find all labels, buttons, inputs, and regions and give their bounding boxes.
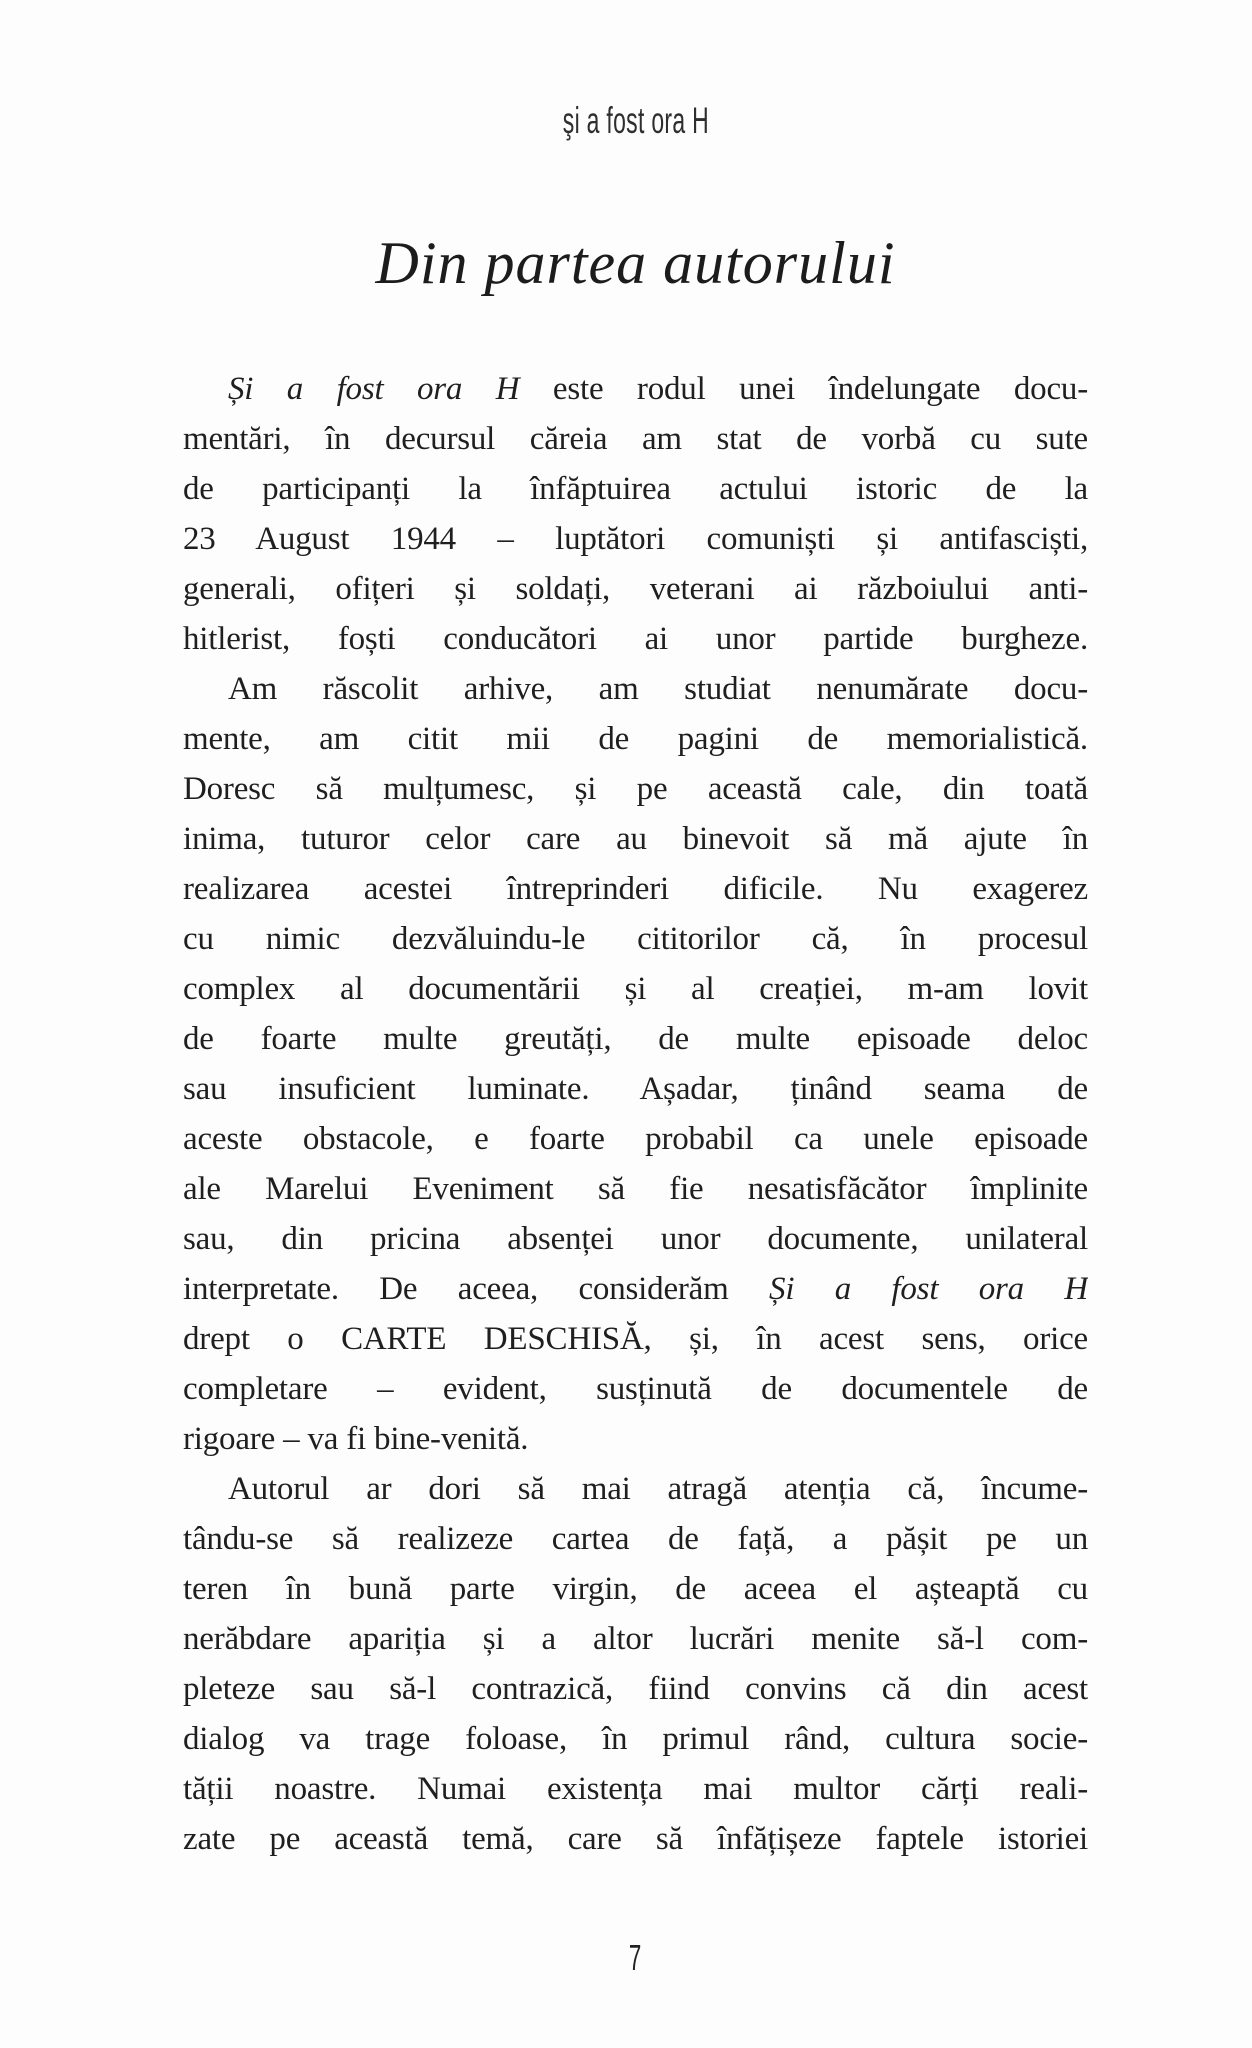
- text-line: [183, 1114, 1088, 1164]
- text-run: zate pe această temă, care să înfățișeze faptele istoriei: [183, 1821, 1088, 1857]
- text-line: [183, 514, 1088, 564]
- text-line: [183, 714, 1088, 764]
- text-run: dialog va trage foloase, în primul rând, cultura socie-: [183, 1721, 1088, 1757]
- text-run: aceste obstacole, e foarte probabil ca unele episoade: [183, 1121, 1088, 1157]
- text-line: [183, 1814, 1088, 1864]
- text-run: tății noastre. Numai existența mai multor cărți reali-: [183, 1771, 1088, 1807]
- text-line: [183, 1514, 1088, 1564]
- body-text: [183, 364, 1088, 1864]
- text-run: nerăbdare apariția și a altor lucrări menite să-l com-: [183, 1621, 1088, 1657]
- text-run: Doresc să mulțumesc, și pe această cale, din toată: [183, 771, 1088, 807]
- text-run: completare – evident, susținută de documentele de: [183, 1371, 1088, 1407]
- text-line: [183, 1714, 1088, 1764]
- text-run: hitlerist, foști conducători ai unor partide burgheze.: [183, 621, 1088, 657]
- text-run: complex al documentării și al creației, m-am lovit: [183, 971, 1088, 1007]
- text-run: 23 August 1944 – luptători comuniști și antifasciști,: [183, 521, 1088, 557]
- text-line: [183, 364, 1088, 414]
- paragraph: [183, 364, 1088, 664]
- text-line: [183, 1614, 1088, 1664]
- italic-book-title: Și a fost ora H: [769, 1271, 1088, 1307]
- text-line: [183, 1564, 1088, 1614]
- text-line: [183, 1364, 1088, 1414]
- italic-book-title: Și a fost ora H: [228, 371, 520, 407]
- text-run: Am răscolit arhive, am studiat nenumărate docu-: [228, 671, 1088, 707]
- text-line: [183, 1014, 1088, 1064]
- text-run: Autorul ar dori să mai atragă atenția că, încume-: [228, 1471, 1088, 1507]
- text-run: cu nimic dezvăluindu-le cititorilor că, în procesul: [183, 921, 1088, 957]
- running-header-text: şi a fost ora H: [562, 100, 709, 141]
- text-line: [183, 1214, 1088, 1264]
- text-line: [183, 814, 1088, 864]
- text-run: interpretate. De aceea, considerăm: [183, 1271, 770, 1307]
- text-line: [183, 864, 1088, 914]
- paragraph: [183, 664, 1088, 1464]
- text-run: realizarea acestei întreprinderi dificile. Nu exagerez: [183, 871, 1088, 907]
- page-number: [183, 1937, 1088, 1979]
- page-number-text: 7: [629, 1937, 642, 1978]
- text-line: [183, 464, 1088, 514]
- text-line: [183, 1764, 1088, 1814]
- text-line: [183, 764, 1088, 814]
- text-line: [183, 414, 1088, 464]
- text-run: ale Marelui Eveniment să fie nesatisfăcător împlinite: [183, 1171, 1088, 1207]
- text-run: rigoare – va fi bine-venită.: [183, 1421, 529, 1457]
- text-run: generali, ofițeri și soldați, veterani ai războiului anti-: [183, 571, 1088, 607]
- chapter-title: Din partea autorului: [375, 230, 896, 296]
- text-run: este rodul unei îndelungate docu-: [519, 371, 1088, 407]
- text-run: sau, din pricina absenței unor documente, unilateral: [183, 1221, 1088, 1257]
- text-run: drept o CARTE DESCHISĂ, și, în acest sens, orice: [183, 1321, 1088, 1357]
- text-line: [183, 914, 1088, 964]
- text-line: [183, 1664, 1088, 1714]
- text-run: pleteze sau să-l contrazică, fiind convins că din acest: [183, 1671, 1088, 1707]
- text-line: [183, 1464, 1088, 1514]
- text-run: mentări, în decursul căreia am stat de vorbă cu sute: [183, 421, 1088, 457]
- text-run: inima, tuturor celor care au binevoit să mă ajute în: [183, 821, 1088, 857]
- text-run: de foarte multe greutăți, de multe episoade deloc: [183, 1021, 1088, 1057]
- text-run: de participanți la înfăptuirea actului istoric de la: [183, 471, 1088, 507]
- text-line: [183, 1314, 1088, 1364]
- text-line: [183, 1414, 1088, 1464]
- text-line: [183, 664, 1088, 714]
- text-line: [183, 564, 1088, 614]
- text-line: [183, 1064, 1088, 1114]
- text-run: mente, am citit mii de pagini de memorialistică.: [183, 721, 1088, 757]
- text-line: [183, 964, 1088, 1014]
- text-run: tându-se să realizeze cartea de față, a pășit pe un: [183, 1521, 1088, 1557]
- text-run: teren în bună parte virgin, de aceea el așteaptă cu: [183, 1571, 1088, 1607]
- text-line: [183, 614, 1088, 664]
- text-run: sau insuficient luminate. Așadar, ținând seama de: [183, 1071, 1088, 1107]
- paragraph: [183, 1464, 1088, 1864]
- running-header: [183, 100, 1088, 142]
- text-line: [183, 1264, 1088, 1314]
- text-line: [183, 1164, 1088, 1214]
